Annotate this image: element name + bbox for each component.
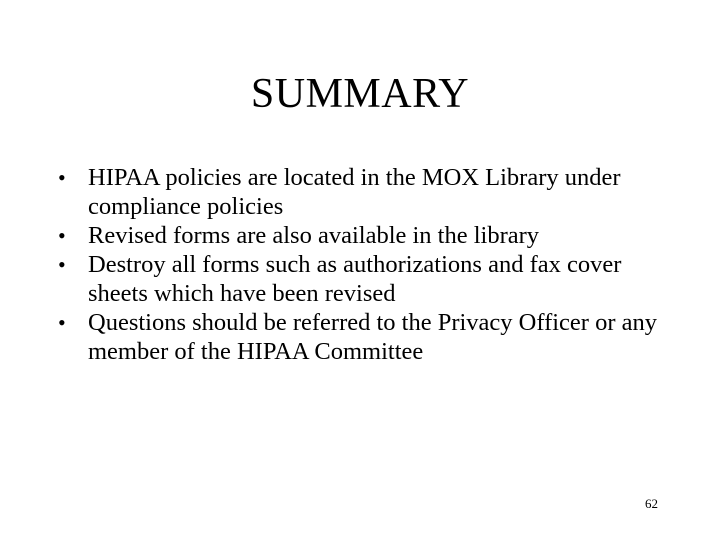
bullet-item-policies-location (58, 163, 678, 221)
page-number: 62 (645, 496, 658, 511)
slide-title: SUMMARY (250, 71, 470, 117)
bullet-text: Questions should be referred to the Privacy Officer or any member of the HIPAA Committee (88, 309, 657, 365)
bullet-text: HIPAA policies are located in the MOX Library under compliance policies (88, 164, 621, 220)
bullet-text: Destroy all forms such as authorizations and fax cover sheets which have been revised (88, 251, 622, 307)
bullet-icon: • (58, 310, 66, 335)
bullet-icon: • (58, 223, 66, 248)
bullet-item-questions (58, 308, 678, 366)
bullet-text: Revised forms are also available in the library (88, 222, 540, 249)
bullet-icon: • (58, 165, 66, 190)
bullet-icon: • (58, 252, 66, 277)
bullet-item-revised-forms (58, 221, 678, 250)
bullet-list (58, 163, 678, 366)
bullet-item-destroy-forms (58, 250, 678, 308)
